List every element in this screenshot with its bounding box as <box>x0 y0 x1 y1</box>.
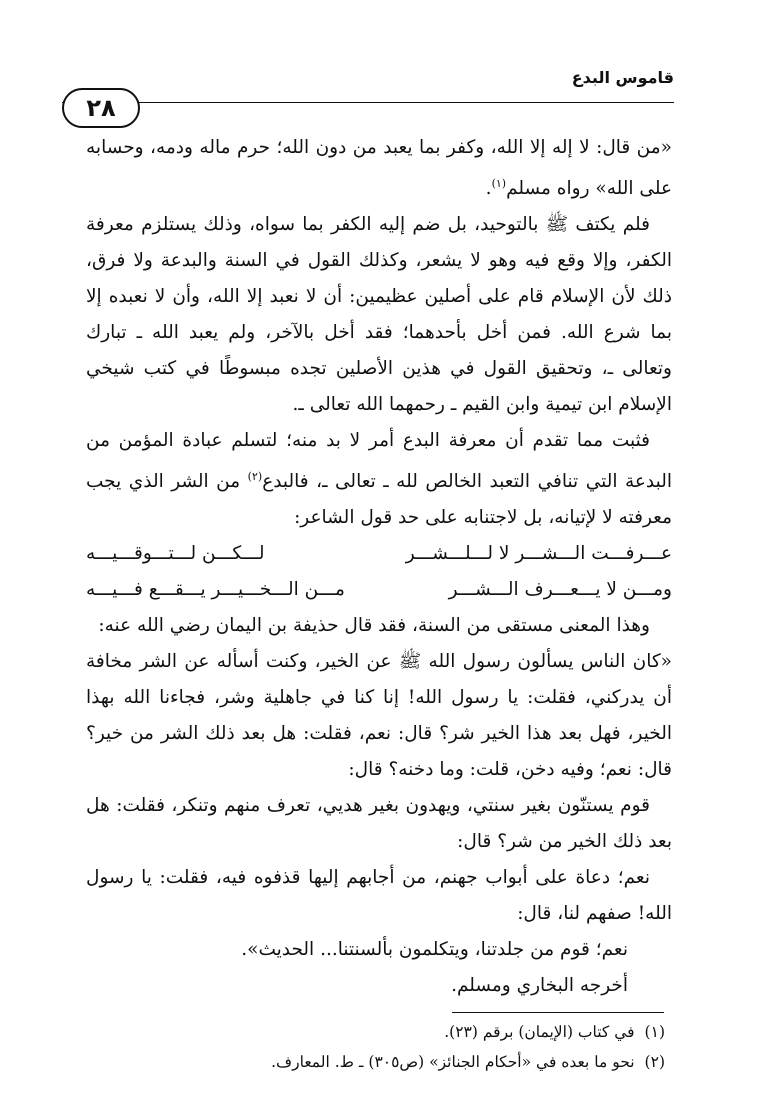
paragraph-hadith-continued-2: نعم؛ دعاة على أبواب جهنم، من أجابهم إليها قذفوه فيه، فقلت: يا رسول الله! صفهم لنا، قال: <box>86 867 672 925</box>
main-text <box>86 130 672 1004</box>
footnote-1 <box>444 1018 665 1046</box>
paragraph-hadith-opening: «من قال: لا إله إلا الله، وكفر بما يعبد من دون الله؛ حرم ماله ودمه، وحسابه على الله» رواه مسلم$^{(١)}$. <box>86 137 672 200</box>
poem-verse-1 <box>86 536 672 572</box>
poem-verse-2 <box>86 572 672 608</box>
verse-1-first-hemistich: عـــرفـــت الـــشـــر لا لـــلـــشـــر <box>405 543 672 565</box>
paragraph-hadith-end: نعم؛ قوم من جلدتنا، ويتكلمون بألسنتنا... الحديث». <box>241 939 628 961</box>
footnote-ref-2[interactable]: (٢) <box>247 470 263 484</box>
paragraph-hadith-hudhayfah: «كان الناس يسألون رسول الله ﷺ عن الخير، وكنت أسأله عن الشر مخافة أن يدركني، فقلت: يا رسول الله! إنا كنا في جاهلية وشر، فجاءنا الله بهذا الخير، فهل بعد هذا الخير شر؟ قال: نعم، فقلت: هل بعد ذلك الشر من خير؟ قال: نعم؛ وفيه دخن، قلت: وما دخنه؟ قال: <box>86 651 672 781</box>
footnote-number: (١) <box>644 1023 665 1041</box>
paragraph-tawhid: فلم يكتف ﷺ بالتوحيد، بل ضم إليه الكفر بما سواه، وذلك يستلزم معرفة الكفر، وإلا وقع فيه وهو لا يشعر، وكذلك القول في السنة والبدعة ولا فرق، ذلك لأن الإسلام قام على أصلين عظيمين: أن لا نعبد إلا الله، وأن لا نعبده إلا بما شرع الله. فمن أخل بأحدهما؛ فقد أخل بالآخر، ولم يعبد الله ـ تبارك وتعالى ـ، وتحقيق القول في هذين الأصلين تجده مبسوطًا في كتب شيخي الإسلام ابن تيمية وابن القيم ـ رحمهما الله تعالى ـ. <box>86 214 672 416</box>
running-title: قاموس البدع <box>571 68 674 87</box>
footnote-text: نحو ما بعده في «أحكام الجنائز» (ص٣٠٥) ـ ط. المعارف. <box>271 1053 635 1071</box>
verse-1-second-hemistich: لـــكـــن لـــتـــوقـــيـــه <box>86 543 265 565</box>
paragraph-source: أخرجه البخاري ومسلم. <box>451 975 628 997</box>
verse-2-second-hemistich: مـــن الـــخـــيـــر يـــقـــع فـــيـــه <box>86 579 345 601</box>
page-header <box>62 66 674 122</box>
paragraph-knowing-bidah: فثبت مما تقدم أن معرفة البدع أمر لا بد منه؛ لتسلم عبادة المؤمن من البدعة التي تنافي التعبد الخالص لله ـ تعالى ـ، فالبدع$^{(٢)}$ من الشر الذي يجب معرفته لا لإتيانه، بل لاجتنابه على حد قول الشاعر: <box>86 430 672 529</box>
footnote-number: (٢) <box>644 1053 665 1071</box>
footnote-2 <box>271 1048 665 1076</box>
paragraph-hadith-continued-1: قوم يستنّون بغير سنتي، ويهدون بغير هديي، تعرف منهم وتنكر، فقلت: هل بعد ذلك الخير من شر؟ قال: <box>86 795 672 853</box>
footnote-separator <box>452 1012 664 1013</box>
paragraph-hudhayfah-intro: وهذا المعنى مستقى من السنة، فقد قال حذيفة بن اليمان رضي الله عنه: <box>98 615 650 637</box>
verse-2-first-hemistich: ومـــن لا يـــعـــرف الـــشـــر <box>448 579 672 601</box>
page-number-badge: ٢٨ <box>62 88 140 128</box>
header-rule <box>62 102 674 103</box>
footnote-ref-1[interactable]: (١) <box>491 177 507 190</box>
footnote-text: في كتاب (الإيمان) برقم (٢٣). <box>444 1023 635 1041</box>
